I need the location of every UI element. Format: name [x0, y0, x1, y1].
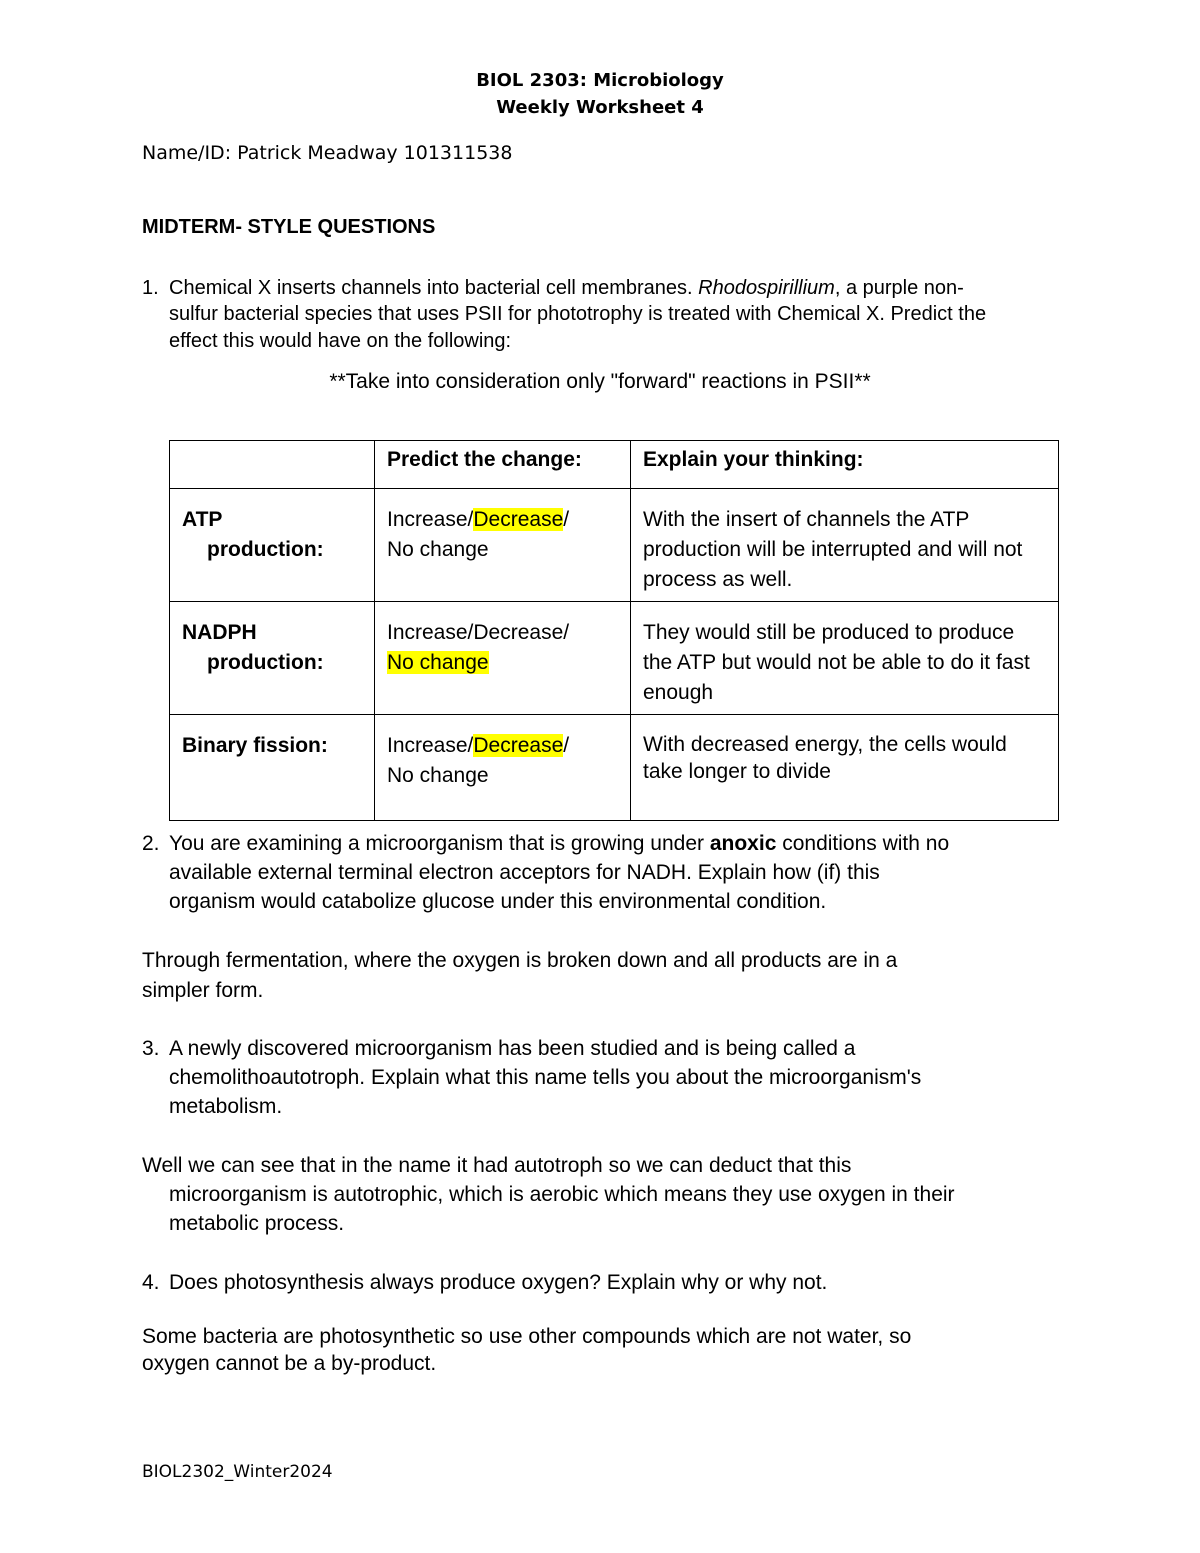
question-number: 1.	[142, 277, 159, 299]
row-label: Binary fission:	[170, 715, 375, 821]
question-1-line-2: sulfur bacterial species that uses PSII for phototrophy is treated with Chemical X. Predict the	[169, 303, 987, 325]
row-label: NADPH production:	[170, 602, 375, 715]
question-3-line-1: A newly discovered microorganism has been studied and is being called a	[169, 1037, 856, 1060]
answer-3-line-1: Well we can see that in the name it had autotroph so we can deduct that this	[142, 1154, 852, 1177]
course-title: BIOL 2303: Microbiology	[476, 70, 724, 91]
table-row	[170, 602, 1059, 715]
answer-3-line-3: metabolic process.	[169, 1212, 345, 1235]
question-2-line-2: available external terminal electron acceptors for NADH. Explain how (if) this	[169, 861, 880, 884]
question-2-line-1: You are examining a microorganism that is growing under anoxic conditions with no	[169, 832, 950, 855]
question-3-line-3: metabolism.	[169, 1095, 283, 1118]
question-number: 3.	[142, 1037, 160, 1060]
table-row	[170, 715, 1059, 821]
prediction-options: Increase/Decrease/ No change	[375, 715, 631, 821]
question-1-line-3: effect this would have on the following:	[169, 330, 512, 352]
answer-2-line-2: simpler form.	[142, 979, 264, 1002]
prediction-options: Increase/Decrease/ No change	[375, 489, 631, 602]
table-row	[170, 489, 1059, 602]
emphasis-anoxic: anoxic	[709, 832, 777, 855]
question-1-line-1: Chemical X inserts channels into bacterial cell membranes. Rhodospirillium, a purple non-	[169, 277, 964, 299]
worksheet-title: Weekly Worksheet 4	[496, 97, 704, 118]
explanation-cell: With decreased energy, the cells would take longer to divide	[631, 715, 1059, 821]
table-header-cell	[170, 441, 375, 489]
answer-3-line-2: microorganism is autotrophic, which is aerobic which means they use oxygen in their	[169, 1183, 955, 1206]
question-3-line-2: chemolithoautotroph. Explain what this name tells you about the microorganism's	[169, 1066, 922, 1089]
selected-option: Decrease	[473, 734, 564, 757]
answer-4-line-1: Some bacteria are photosynthetic so use other compounds which are not water, so	[142, 1325, 912, 1348]
table-header-row	[170, 441, 1059, 489]
species-name: Rhodospirillium	[698, 277, 835, 299]
psii-note: **Take into consideration only "forward" reactions in PSII**	[329, 370, 871, 393]
selected-option: No change	[387, 651, 489, 674]
explanation-cell: With the insert of channels the ATP production will be interrupted and will not process as well.	[631, 489, 1059, 602]
question-number: 4.	[142, 1271, 160, 1294]
answer-2-line-1: Through fermentation, where the oxygen is broken down and all products are in a	[142, 949, 898, 972]
prediction-table	[169, 440, 1059, 821]
table-header-cell: Explain your thinking:	[631, 441, 1059, 489]
name-id-line: Name/ID: Patrick Meadway 101311538	[142, 142, 513, 164]
table-header-cell: Predict the change:	[375, 441, 631, 489]
answer-4-line-2: oxygen cannot be a by-product.	[142, 1352, 437, 1375]
footer-label: BIOL2302_Winter2024	[142, 1462, 333, 1482]
prediction-options: Increase/Decrease/ No change	[375, 602, 631, 715]
question-number: 2.	[142, 832, 160, 855]
question-2-line-3: organism would catabolize glucose under this environmental condition.	[169, 890, 827, 913]
explanation-cell: They would still be produced to produce the ATP but would not be able to do it fast enough	[631, 602, 1059, 715]
question-4-line-1: Does photosynthesis always produce oxygen? Explain why or why not.	[169, 1271, 828, 1294]
row-label: ATP production:	[170, 489, 375, 602]
selected-option: Decrease	[473, 508, 564, 531]
section-title: MIDTERM- STYLE QUESTIONS	[142, 216, 436, 238]
